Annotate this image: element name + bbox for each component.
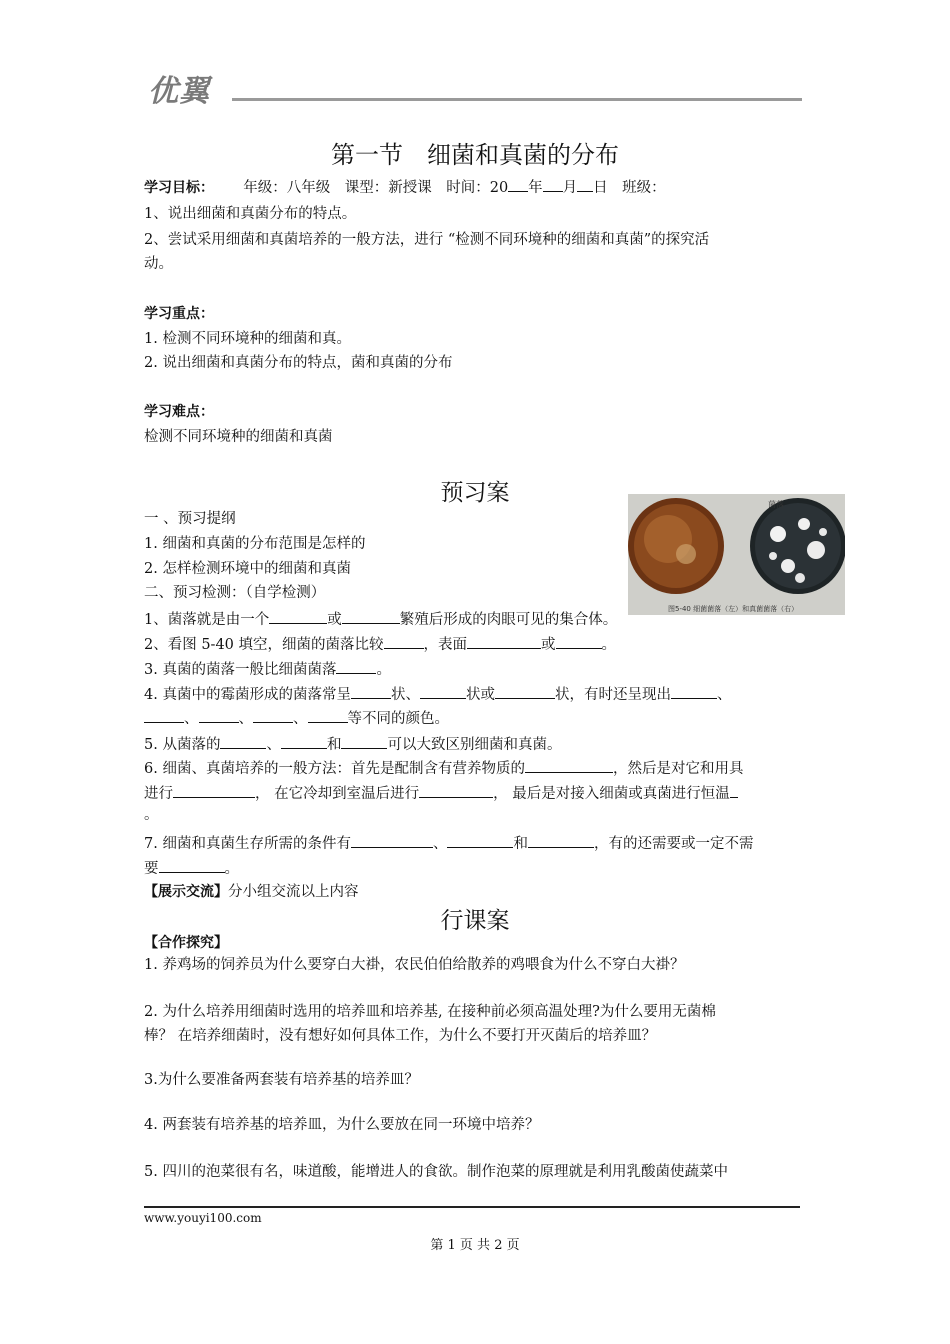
fill-text: 和 bbox=[513, 836, 528, 852]
fill-text: 或 bbox=[541, 637, 556, 653]
year-blank bbox=[508, 177, 528, 192]
goals-label: 学习目标： bbox=[144, 180, 214, 196]
fill-text: 、 bbox=[266, 737, 281, 753]
preview-heading: 预习案 bbox=[440, 480, 510, 506]
answer-blank[interactable] bbox=[525, 758, 613, 773]
page-number: 第 1 页 共 2 页 bbox=[430, 1238, 520, 1253]
lesson-question: 棒？ 在培养细菌时，没有想好如何具体工作，为什么不要打开灭菌后的培养皿？ bbox=[144, 1028, 657, 1044]
fill-line-6 bbox=[144, 758, 743, 779]
fill-text: ，有的还需要或一定不需 bbox=[593, 836, 754, 852]
fill-line-4b bbox=[144, 708, 449, 729]
month-blank bbox=[543, 177, 563, 192]
fill-text: 可以大致区别细菌和真菌。 bbox=[387, 737, 562, 753]
figure-tag: 菌落 bbox=[768, 500, 784, 509]
answer-blank[interactable] bbox=[420, 684, 466, 699]
show-line bbox=[144, 882, 359, 902]
meta-month: 月 bbox=[562, 180, 578, 196]
coop-label: 【合作探究】 bbox=[144, 935, 228, 951]
answer-blank[interactable] bbox=[467, 634, 541, 649]
fill-line-5 bbox=[144, 734, 561, 755]
show-text: 分小组交流以上内容 bbox=[228, 884, 359, 900]
key-point-item: 1. 检测不同环境种的细菌和真。 bbox=[144, 331, 351, 347]
lesson-heading: 行课案 bbox=[440, 908, 510, 934]
preview-check: 二、预习检测：（自学检测） bbox=[144, 585, 326, 601]
footer-rule bbox=[144, 1206, 800, 1208]
fill-text: 进行 bbox=[144, 786, 173, 802]
fill-text: 、 bbox=[432, 836, 448, 852]
fill-line-4 bbox=[144, 684, 731, 705]
colony-figure bbox=[628, 494, 845, 615]
fill-text: 6. 细菌、真菌培养的一般方法：首先是配制含有营养物质的 bbox=[144, 761, 525, 777]
answer-blank[interactable] bbox=[220, 734, 266, 749]
fill-text: ，然后是对它和用具 bbox=[612, 761, 744, 777]
petri-dish-image bbox=[628, 494, 845, 615]
fill-line-7b bbox=[144, 858, 239, 879]
fill-line-1 bbox=[144, 609, 617, 630]
answer-blank[interactable] bbox=[144, 708, 184, 723]
figure-caption: 图5-40 细菌菌落（左）和真菌菌落（右） bbox=[668, 605, 799, 613]
goal-item: 动。 bbox=[144, 256, 173, 272]
answer-blank[interactable] bbox=[253, 708, 293, 723]
show-label: 【展示交流】 bbox=[144, 884, 228, 900]
fill-line-7 bbox=[144, 833, 753, 854]
answer-blank[interactable] bbox=[341, 734, 387, 749]
fill-line-6b bbox=[144, 783, 738, 804]
fill-text: 状，有时还呈现出 bbox=[554, 687, 671, 703]
fill-text: 要 bbox=[144, 861, 159, 877]
preview-question: 1. 细菌和真菌的分布范围是怎样的 bbox=[144, 536, 366, 552]
fill-text: 。 bbox=[601, 637, 617, 653]
goals-meta: 年级：八年级 课型：新授课 时间：20 bbox=[243, 180, 509, 196]
fill-text: 、 bbox=[716, 687, 732, 703]
fill-text: 7. 细菌和真菌生存所需的条件有 bbox=[144, 836, 351, 852]
answer-blank[interactable] bbox=[556, 634, 602, 649]
fill-line-3 bbox=[144, 659, 391, 680]
lesson-question: 1. 养鸡场的饲养员为什么要穿白大褂，农民伯伯给散养的鸡喂食为什么不穿白大褂？ bbox=[144, 957, 685, 973]
answer-blank[interactable] bbox=[671, 684, 717, 699]
fill-text: 2、看图 5-40 填空，细菌的菌落比较 bbox=[144, 637, 384, 653]
key-point-item: 2. 说出细菌和真菌分布的特点，菌和真菌的分布 bbox=[144, 355, 453, 371]
fill-text: 。 bbox=[224, 861, 239, 877]
fill-line-2 bbox=[144, 634, 616, 655]
answer-blank[interactable] bbox=[342, 609, 400, 624]
fill-text: 1、菌落就是由一个 bbox=[144, 612, 270, 628]
fill-text: ， 在它冷却到室温后进行 bbox=[255, 786, 420, 802]
fill-text: 繁殖后形成的肉眼可见的集合体。 bbox=[399, 612, 618, 628]
fill-text: 或 bbox=[327, 612, 342, 628]
answer-blank[interactable] bbox=[281, 734, 327, 749]
difficulty-text: 检测不同环境种的细菌和真菌 bbox=[144, 429, 333, 445]
answer-blank[interactable] bbox=[447, 833, 513, 848]
goal-item: 2、尝试采用细菌和真菌培养的一般方法，进行 “检测不同环境种的细菌和真菌”的探究活 bbox=[144, 232, 710, 248]
answer-blank[interactable] bbox=[159, 858, 225, 873]
lesson-question: 2. 为什么培养用细菌时选用的培养皿和培养基, 在接种前必须高温处理?为什么要用无菌棉 bbox=[144, 1004, 716, 1020]
answer-blank[interactable] bbox=[351, 833, 433, 848]
lesson-question: 3.为什么要准备两套装有培养基的培养皿？ bbox=[144, 1072, 419, 1088]
fill-text: 和 bbox=[326, 737, 342, 753]
answer-blank[interactable] bbox=[269, 609, 327, 624]
fill-text: 、 bbox=[293, 711, 308, 727]
answer-blank[interactable] bbox=[495, 684, 555, 699]
day-blank bbox=[577, 177, 593, 192]
answer-blank[interactable] bbox=[528, 833, 594, 848]
fill-text: 3. 真菌的菌落一般比细菌菌落 bbox=[144, 662, 337, 678]
key-points-label: 学习重点： bbox=[144, 306, 214, 322]
fill-text: 等不同的颜色。 bbox=[347, 711, 449, 727]
answer-blank[interactable] bbox=[308, 708, 348, 723]
page-title: 第一节 细菌和真菌的分布 bbox=[331, 141, 619, 169]
fill-text: 、 bbox=[238, 711, 253, 727]
meta-year-suffix: 年 bbox=[528, 180, 543, 196]
brand-logo: 优翼 bbox=[148, 74, 210, 109]
preview-question: 2. 怎样检测环境中的细菌和真菌 bbox=[144, 561, 351, 577]
answer-blank[interactable] bbox=[419, 783, 493, 798]
difficulty-label: 学习难点： bbox=[144, 404, 214, 420]
answer-blank[interactable] bbox=[173, 783, 255, 798]
footer-url[interactable]: www.youyi100.com bbox=[144, 1211, 262, 1225]
goals-meta-line bbox=[144, 177, 666, 198]
fill-line-6c: 。 bbox=[144, 807, 159, 823]
fill-text: 状或 bbox=[465, 687, 495, 703]
answer-blank[interactable] bbox=[351, 684, 391, 699]
preview-outline: 一 、预习提纲 bbox=[144, 511, 236, 527]
fill-text: ， 最后是对接入细菌或真菌进行恒温 bbox=[493, 786, 730, 802]
header-rule bbox=[232, 98, 802, 101]
answer-blank[interactable] bbox=[199, 708, 239, 723]
lesson-question: 5. 四川的泡菜很有名，味道酸，能增进人的食欲。制作泡菜的原理就是利用乳酸菌使蔬菜中 bbox=[144, 1164, 728, 1180]
lesson-question: 4. 两套装有培养基的培养皿，为什么要放在同一环境中培养？ bbox=[144, 1117, 540, 1133]
fill-text: 状、 bbox=[390, 687, 420, 703]
fill-text: 4. 真菌中的霉菌形成的菌落常呈 bbox=[144, 687, 351, 703]
answer-blank[interactable] bbox=[730, 783, 738, 798]
answer-blank[interactable] bbox=[384, 634, 424, 649]
fill-text: 、 bbox=[184, 711, 199, 727]
fill-text: ，表面 bbox=[423, 637, 468, 653]
answer-blank[interactable] bbox=[336, 659, 376, 674]
goal-item: 1、说出细菌和真菌分布的特点。 bbox=[144, 206, 357, 222]
fill-text: 。 bbox=[376, 662, 391, 678]
fill-text: 5. 从菌落的 bbox=[144, 737, 221, 753]
meta-day: 日 班级： bbox=[593, 180, 666, 196]
